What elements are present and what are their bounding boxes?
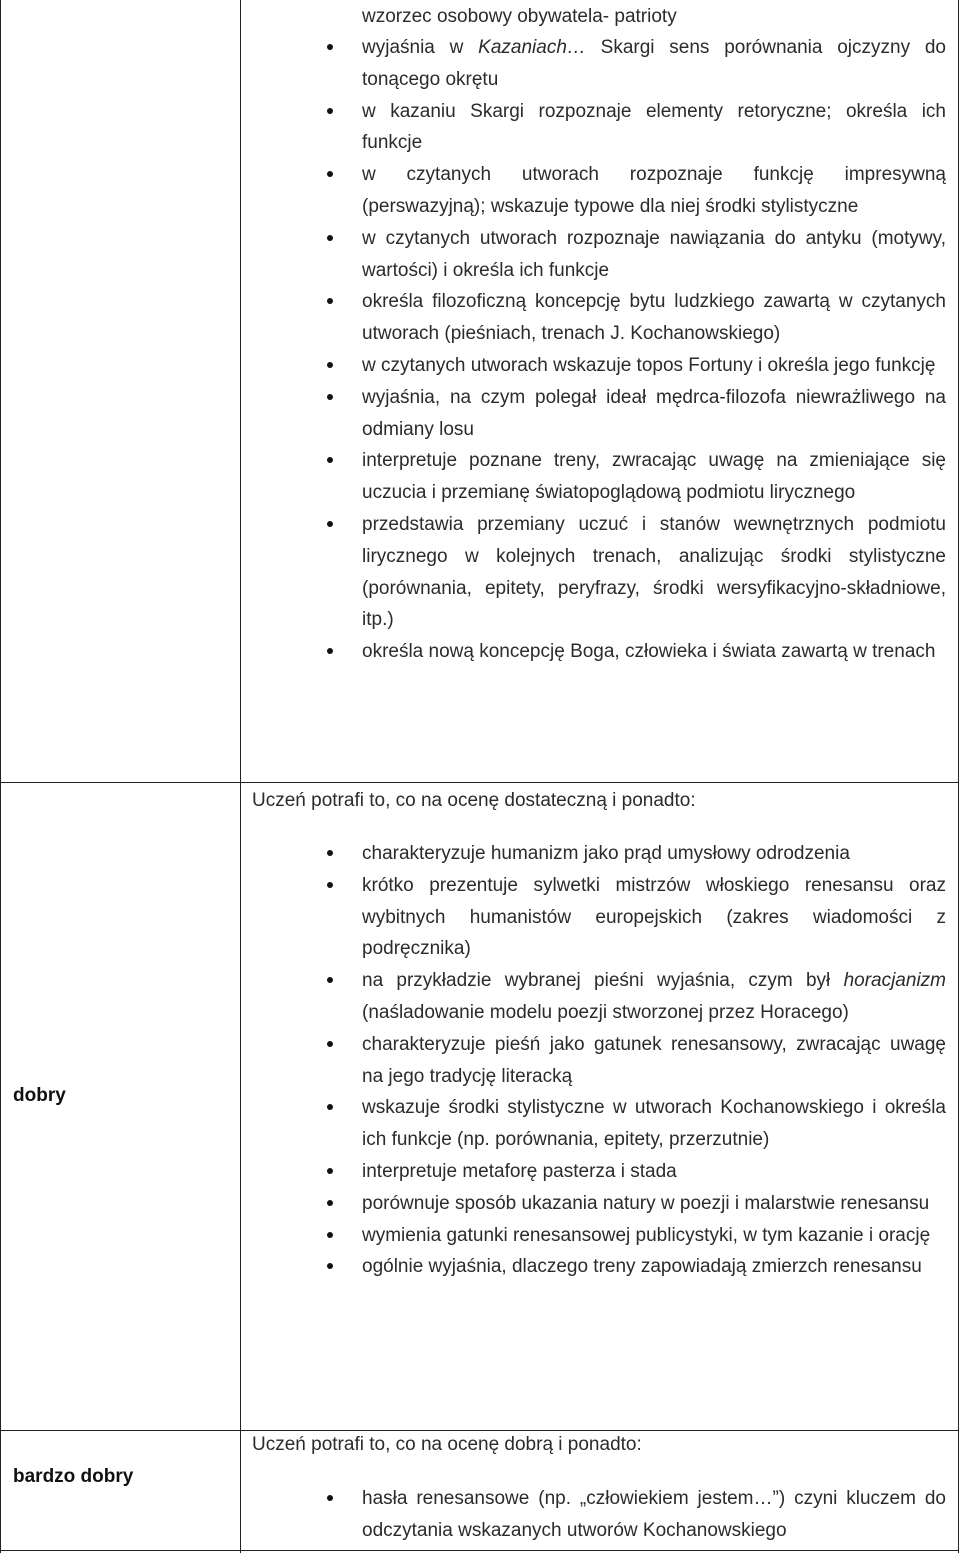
criteria-list-bardzo-dobry: [362, 1483, 946, 1547]
criterion-item: [362, 838, 946, 870]
bullet-icon: [327, 1041, 333, 1047]
bullet-icon: [327, 1168, 333, 1174]
bullet-icon: [327, 235, 333, 241]
bullet-icon: [327, 108, 333, 114]
criterion-item: [362, 509, 946, 636]
bullet-icon: [327, 882, 333, 888]
criterion-item: [362, 159, 946, 223]
criterion-item: [362, 1251, 946, 1283]
criterion-text: wskazuje środki stylistyczne w utworach Kochanowskiego i określa ich funkcje (np. porównania, epitety, przerzutnie): [362, 1097, 946, 1151]
bullet-icon: [327, 1200, 333, 1206]
criterion-text: na przykładzie wybranej pieśni wyjaśnia, czym był: [362, 970, 844, 992]
section-intro-dobry: Uczeń potrafi to, co na ocenę dostateczną i ponadto:: [252, 790, 696, 811]
criterion-text: interpretuje poznane treny, zwracając uwagę na zmieniające się uczucia i przemianę światopoglądową podmiotu lirycznego: [362, 450, 946, 504]
criterion-item: [362, 965, 946, 1029]
criterion-text: hasła renesansowe (np. „człowiekiem jestem…”) czyni kluczem do odczytania wskazanych utworów Kochanowskiego: [362, 1488, 946, 1541]
criterion-item: [362, 1188, 946, 1220]
criterion-text: określa filozoficzną koncepcję bytu ludzkiego zawartą w czytanych utworach (pieśniach, trenach J. Kochanowskiego): [362, 291, 946, 345]
continuation-line: wzorzec osobowy obywatela- patrioty: [362, 6, 677, 27]
criterion-item: [362, 1092, 946, 1156]
table-column-divider: [240, 0, 241, 1553]
criterion-text: w czytanych utworach rozpoznaje nawiązania do antyku (motywy, wartości) i określa ich funkcje: [362, 227, 946, 281]
grade-label-dobry: dobry: [13, 1085, 66, 1106]
bullet-icon: [327, 1232, 333, 1238]
criterion-text-continued: (naśladowanie modelu poezji stworzonej przez Horacego): [362, 1001, 849, 1023]
criterion-text-continued: Skargi sens porównania ojczyzny do tonącego okrętu: [362, 37, 946, 90]
criterion-text: wyjaśnia w: [362, 37, 479, 58]
criterion-item: [362, 870, 946, 965]
criteria-list-dobry: [362, 838, 946, 1283]
criterion-text: wyjaśnia, na czym polegał ideał mędrca-filozofa niewrażliwego na odmiany losu: [362, 386, 946, 440]
table-border-bottom: [0, 1550, 959, 1551]
bullet-icon: [327, 1104, 333, 1110]
criterion-text: interpretuje metaforę pasterza i stada: [362, 1160, 677, 1182]
criterion-text: charakteryzuje pieśń jako gatunek renesansowy, zwracając uwagę na jego tradycję literacką: [362, 1033, 946, 1087]
criterion-text: wymienia gatunki renesansowej publicystyki, w tym kazanie i orację: [362, 1224, 931, 1246]
criterion-item: [362, 382, 946, 446]
bullet-icon: [327, 171, 333, 177]
criterion-item: [362, 1029, 946, 1093]
bullet-icon: [327, 1495, 333, 1501]
bullet-icon: [327, 44, 333, 50]
table-border-right: [958, 0, 959, 1553]
criterion-italic-term: horacjanizm: [843, 970, 946, 992]
criterion-item: [362, 445, 946, 509]
row-divider-1: [0, 782, 959, 783]
criterion-text: w czytanych utworach rozpoznaje funkcję impresywną (perswazyjną); wskazuje typowe dla niej środki stylistyczne: [362, 164, 946, 217]
bullet-icon: [327, 1263, 333, 1269]
grade-label-bardzo-dobry: bardzo dobry: [13, 1466, 134, 1487]
criterion-item: [362, 350, 946, 382]
criterion-italic-term: Kazaniach…: [478, 37, 586, 58]
criterion-item: [362, 1483, 946, 1547]
criterion-text: ogólnie wyjaśnia, dlaczego treny zapowiadają zmierzch renesansu: [362, 1256, 922, 1278]
row-divider-2: [0, 1430, 959, 1431]
criteria-list-previous: [362, 32, 946, 668]
section-intro-bardzo-dobry: Uczeń potrafi to, co na ocenę dobrą i ponadto:: [252, 1434, 642, 1455]
bullet-icon: [327, 850, 333, 856]
criterion-item: [362, 32, 946, 96]
criterion-text: określa nową koncepcję Boga, człowieka i świata zawartą w trenach: [362, 641, 936, 663]
criterion-text: charakteryzuje humanizm jako prąd umysłowy odrodzenia: [362, 843, 850, 864]
bullet-icon: [327, 394, 333, 400]
criterion-text: krótko prezentuje sylwetki mistrzów włoskiego renesansu oraz wybitnych humanistów europejskich (zakres wiadomości z podręcznika): [362, 874, 946, 960]
bullet-icon: [327, 362, 333, 368]
criterion-item: [362, 1156, 946, 1188]
table-border-left: [0, 0, 1, 1553]
criterion-text: w kazaniu Skargi rozpoznaje elementy retoryczne; określa ich funkcje: [362, 100, 946, 154]
criterion-item: [362, 223, 946, 287]
criterion-item: [362, 1220, 946, 1252]
criterion-item: [362, 286, 946, 350]
bullet-icon: [327, 521, 333, 527]
bullet-icon: [327, 648, 333, 654]
criterion-text: przedstawia przemiany uczuć i stanów wewnętrznych podmiotu lirycznego w kolejnych trenach, analizując środki stylistyczne (porównania, epitety, peryfrazy, środki wersyfikacyjno-składniowe, itp.): [362, 513, 946, 631]
criterion-item: [362, 636, 946, 668]
criterion-text: w czytanych utworach wskazuje topos Fortuny i określa jego funkcję: [362, 354, 936, 376]
criterion-item: [362, 96, 946, 160]
bullet-icon: [327, 977, 333, 983]
bullet-icon: [327, 298, 333, 304]
criterion-text: porównuje sposób ukazania natury w poezji i malarstwie renesansu: [362, 1192, 930, 1214]
bullet-icon: [327, 457, 333, 463]
